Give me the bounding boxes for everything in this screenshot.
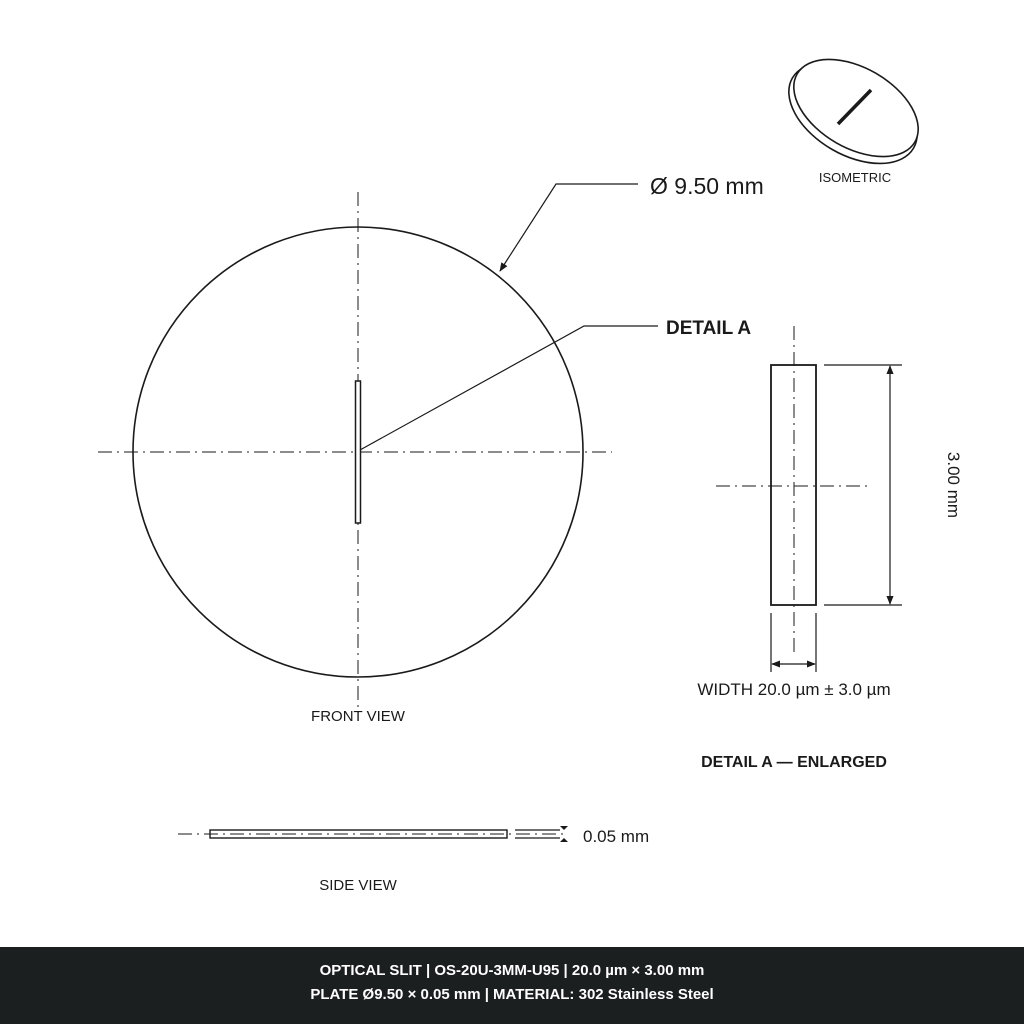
front-view-label: FRONT VIEW [311, 708, 405, 725]
title-line-1: OPTICAL SLIT | OS-20U-3MM-U95 | 20.0 µm × 3.00 mm [319, 962, 705, 979]
isometric-view [771, 39, 935, 185]
side-view [178, 826, 649, 894]
diameter-leader-line [500, 184, 638, 271]
title-block [0, 947, 1024, 1024]
detail-leader-line [360, 326, 658, 450]
title-line-2: PLATE Ø9.50 × 0.05 mm | MATERIAL: 302 Stainless Steel [310, 986, 714, 1003]
diameter-label: Ø 9.50 mm [650, 173, 764, 199]
isometric-plate-face [777, 39, 935, 176]
detail-a-callout [360, 318, 751, 450]
isometric-label: ISOMETRIC [818, 170, 892, 185]
slit-opening [356, 381, 361, 523]
diameter-callout [500, 173, 764, 271]
width-label: WIDTH 20.0 µm ± 3.0 µm [697, 680, 891, 699]
length-label: 3.00 mm [944, 451, 963, 519]
side-view-label: SIDE VIEW [319, 877, 397, 894]
detail-title: DETAIL A — ENLARGED [701, 754, 887, 771]
thickness-label: 0.05 mm [583, 827, 650, 846]
detail-a-view [697, 326, 963, 771]
detail-callout-label: DETAIL A [666, 318, 752, 339]
side-plate-profile [210, 830, 507, 838]
front-view [98, 192, 612, 725]
